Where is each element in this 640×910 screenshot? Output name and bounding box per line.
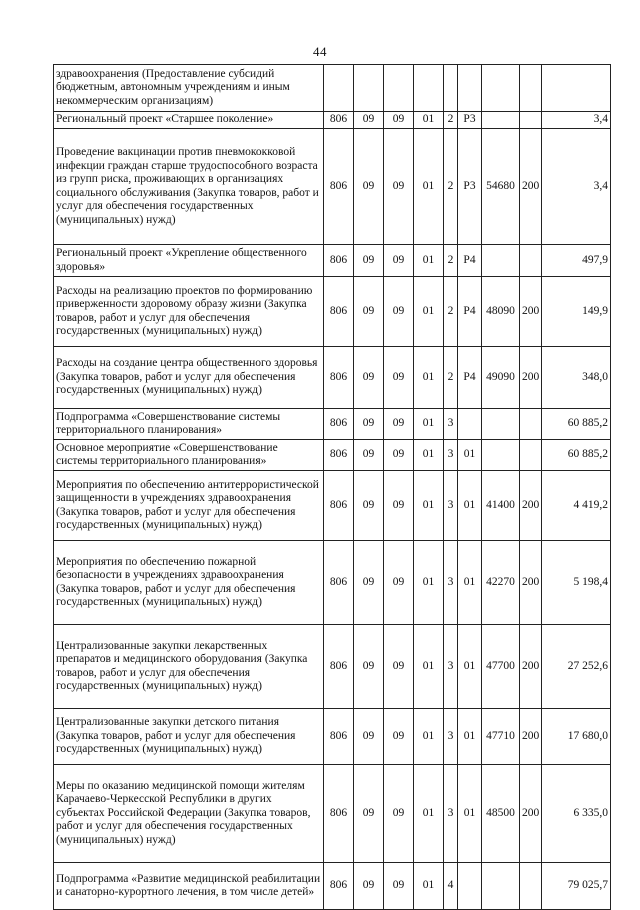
table-row — [54, 541, 611, 625]
event-code-cell: 01 — [458, 625, 482, 709]
direction-code-cell — [482, 409, 520, 440]
table-row — [54, 245, 611, 277]
subprogram-code-cell: 2 — [444, 277, 458, 347]
direction-code-cell: 47710 — [482, 709, 520, 765]
table-row — [54, 440, 611, 471]
expense-type-cell: 200 — [520, 347, 542, 409]
section-code-cell: 09 — [354, 863, 384, 910]
direction-code-cell — [482, 245, 520, 277]
amount-cell: 149,9 — [542, 277, 611, 347]
ministry-code-cell: 806 — [324, 409, 354, 440]
ministry-code-cell: 806 — [324, 112, 354, 129]
subsection-code-cell: 09 — [384, 863, 414, 910]
expense-type-cell — [520, 440, 542, 471]
direction-code-cell: 54680 — [482, 129, 520, 245]
ministry-code-cell: 806 — [324, 541, 354, 625]
event-code-cell: P3 — [458, 129, 482, 245]
program-code-cell: 01 — [414, 277, 444, 347]
direction-code-cell: 42270 — [482, 541, 520, 625]
section-code-cell: 09 — [354, 129, 384, 245]
section-code-cell: 09 — [354, 409, 384, 440]
subsection-code-cell: 09 — [384, 347, 414, 409]
event-code-cell: 01 — [458, 709, 482, 765]
amount-cell: 60 885,2 — [542, 440, 611, 471]
row-name-cell: Централизованные закупки детского питания (Закупка товаров, работ и услуг для обеспечения государственных (муниципальных) нужд) — [54, 709, 324, 765]
row-name-cell: Региональный проект «Укрепление общественного здоровья» — [54, 245, 324, 277]
subsection-code-cell: 09 — [384, 129, 414, 245]
program-code-cell: 01 — [414, 347, 444, 409]
expense-type-cell — [520, 65, 542, 112]
row-name-cell: Расходы на реализацию проектов по формированию приверженности здоровому образу жизни (Закупка товаров, работ и услуг для обеспечения государственных (муниципальных) нужд) — [54, 277, 324, 347]
ministry-code-cell: 806 — [324, 347, 354, 409]
row-name-cell: Региональный проект «Старшее поколение» — [54, 112, 324, 129]
row-name-cell: Мероприятия по обеспечению антитеррористической защищенности в учреждениях здравоохранения (Закупка товаров, работ и услуг для обеспечения государственных (муниципальных) нужд) — [54, 471, 324, 541]
program-code-cell: 01 — [414, 625, 444, 709]
subprogram-code-cell: 3 — [444, 709, 458, 765]
program-code-cell: 01 — [414, 863, 444, 910]
program-code-cell: 01 — [414, 541, 444, 625]
event-code-cell — [458, 863, 482, 910]
program-code-cell: 01 — [414, 440, 444, 471]
event-code-cell: P4 — [458, 277, 482, 347]
row-name-cell: Централизованные закупки лекарственных препаратов и медицинского оборудования (Закупка товаров, работ и услуг для обеспечения государственных (муниципальных) нужд) — [54, 625, 324, 709]
amount-cell: 5 198,4 — [542, 541, 611, 625]
expense-type-cell: 200 — [520, 625, 542, 709]
expense-type-cell: 200 — [520, 709, 542, 765]
section-code-cell: 09 — [354, 440, 384, 471]
row-name-cell: Расходы на создание центра общественного здоровья (Закупка товаров, работ и услуг для обеспечения государственных (муниципальных) нужд) — [54, 347, 324, 409]
direction-code-cell: 41400 — [482, 471, 520, 541]
amount-cell: 17 680,0 — [542, 709, 611, 765]
page-number: 44 — [313, 44, 327, 59]
direction-code-cell — [482, 863, 520, 910]
section-code-cell: 09 — [354, 277, 384, 347]
event-code-cell: P3 — [458, 112, 482, 129]
subprogram-code-cell: 4 — [444, 863, 458, 910]
direction-code-cell — [482, 440, 520, 471]
program-code-cell: 01 — [414, 709, 444, 765]
subprogram-code-cell: 2 — [444, 129, 458, 245]
section-code-cell — [354, 65, 384, 112]
event-code-cell: P4 — [458, 245, 482, 277]
program-code-cell: 01 — [414, 471, 444, 541]
subprogram-code-cell: 2 — [444, 112, 458, 129]
table-row — [54, 277, 611, 347]
subprogram-code-cell: 3 — [444, 440, 458, 471]
section-code-cell: 09 — [354, 245, 384, 277]
row-name-cell: Мероприятия по обеспечению пожарной безопасности в учреждениях здравоохранения (Закупка товаров, работ и услуг для обеспечения государственных (муниципальных) нужд) — [54, 541, 324, 625]
ministry-code-cell: 806 — [324, 709, 354, 765]
table-row — [54, 625, 611, 709]
subprogram-code-cell — [444, 65, 458, 112]
program-code-cell: 01 — [414, 409, 444, 440]
event-code-cell: 01 — [458, 765, 482, 863]
direction-code-cell — [482, 112, 520, 129]
table-row — [54, 347, 611, 409]
amount-cell — [542, 65, 611, 112]
table-row — [54, 765, 611, 863]
ministry-code-cell: 806 — [324, 471, 354, 541]
section-code-cell: 09 — [354, 112, 384, 129]
amount-cell: 6 335,0 — [542, 765, 611, 863]
amount-cell: 348,0 — [542, 347, 611, 409]
section-code-cell: 09 — [354, 625, 384, 709]
amount-cell: 60 885,2 — [542, 409, 611, 440]
subprogram-code-cell: 2 — [444, 347, 458, 409]
table-row — [54, 471, 611, 541]
table-row — [54, 112, 611, 129]
ministry-code-cell: 806 — [324, 863, 354, 910]
section-code-cell: 09 — [354, 471, 384, 541]
subprogram-code-cell: 3 — [444, 625, 458, 709]
event-code-cell — [458, 409, 482, 440]
expense-type-cell: 200 — [520, 471, 542, 541]
amount-cell: 79 025,7 — [542, 863, 611, 910]
amount-cell: 3,4 — [542, 112, 611, 129]
ministry-code-cell: 806 — [324, 625, 354, 709]
row-name-cell: Меры по оказанию медицинской помощи жителям Карачаево-Черкесской Республики в других субъектах Российской Федерации (Закупка товаров, работ и услуг для обеспечения государственных (муниципальных) нужд) — [54, 765, 324, 863]
subsection-code-cell: 09 — [384, 409, 414, 440]
subsection-code-cell: 09 — [384, 440, 414, 471]
table-row — [54, 863, 611, 910]
amount-cell: 27 252,6 — [542, 625, 611, 709]
event-code-cell: P4 — [458, 347, 482, 409]
amount-cell: 3,4 — [542, 129, 611, 245]
subprogram-code-cell: 3 — [444, 409, 458, 440]
expense-type-cell: 200 — [520, 129, 542, 245]
expense-type-cell — [520, 863, 542, 910]
row-name-cell: Подпрограмма «Совершенствование системы территориального планирования» — [54, 409, 324, 440]
section-code-cell: 09 — [354, 347, 384, 409]
budget-table — [53, 64, 611, 910]
row-name-cell: Подпрограмма «Развитие медицинской реабилитации и санаторно-курортного лечения, в том числе детей» — [54, 863, 324, 910]
direction-code-cell: 48090 — [482, 277, 520, 347]
expense-type-cell: 200 — [520, 541, 542, 625]
subsection-code-cell: 09 — [384, 765, 414, 863]
expense-type-cell: 200 — [520, 765, 542, 863]
row-name-cell: Основное мероприятие «Совершенствование системы территориального планирования» — [54, 440, 324, 471]
event-code-cell: 01 — [458, 541, 482, 625]
event-code-cell: 01 — [458, 471, 482, 541]
program-code-cell: 01 — [414, 245, 444, 277]
subsection-code-cell: 09 — [384, 625, 414, 709]
section-code-cell: 09 — [354, 541, 384, 625]
direction-code-cell: 47700 — [482, 625, 520, 709]
table-row — [54, 65, 611, 112]
table-row — [54, 129, 611, 245]
subsection-code-cell: 09 — [384, 709, 414, 765]
ministry-code-cell — [324, 65, 354, 112]
program-code-cell: 01 — [414, 765, 444, 863]
subsection-code-cell: 09 — [384, 245, 414, 277]
subsection-code-cell: 09 — [384, 471, 414, 541]
expense-type-cell — [520, 245, 542, 277]
amount-cell: 497,9 — [542, 245, 611, 277]
row-name-cell: Проведение вакцинации против пневмококковой инфекции граждан старше трудоспособного возраста из групп риска, проживающих в организациях социального обслуживания (Закупка товаров, работ и услуг для обеспечения государственных (муниципальных) нужд) — [54, 129, 324, 245]
subsection-code-cell: 09 — [384, 112, 414, 129]
section-code-cell: 09 — [354, 709, 384, 765]
ministry-code-cell: 806 — [324, 129, 354, 245]
table-row — [54, 709, 611, 765]
expense-type-cell: 200 — [520, 277, 542, 347]
subsection-code-cell — [384, 65, 414, 112]
program-code-cell: 01 — [414, 112, 444, 129]
ministry-code-cell: 806 — [324, 277, 354, 347]
ministry-code-cell: 806 — [324, 440, 354, 471]
event-code-cell — [458, 65, 482, 112]
subprogram-code-cell: 3 — [444, 471, 458, 541]
ministry-code-cell: 806 — [324, 765, 354, 863]
table-row — [54, 409, 611, 440]
subprogram-code-cell: 2 — [444, 245, 458, 277]
event-code-cell: 01 — [458, 440, 482, 471]
expense-type-cell — [520, 112, 542, 129]
direction-code-cell: 48500 — [482, 765, 520, 863]
ministry-code-cell: 806 — [324, 245, 354, 277]
expense-type-cell — [520, 409, 542, 440]
program-code-cell — [414, 65, 444, 112]
direction-code-cell — [482, 65, 520, 112]
subsection-code-cell: 09 — [384, 277, 414, 347]
direction-code-cell: 49090 — [482, 347, 520, 409]
section-code-cell: 09 — [354, 765, 384, 863]
subsection-code-cell: 09 — [384, 541, 414, 625]
program-code-cell: 01 — [414, 129, 444, 245]
amount-cell: 4 419,2 — [542, 471, 611, 541]
subprogram-code-cell: 3 — [444, 765, 458, 863]
row-name-cell: здравоохранения (Предоставление субсидий бюджетным, автономным учреждениям и иным некоммерческим организациям) — [54, 65, 324, 112]
subprogram-code-cell: 3 — [444, 541, 458, 625]
